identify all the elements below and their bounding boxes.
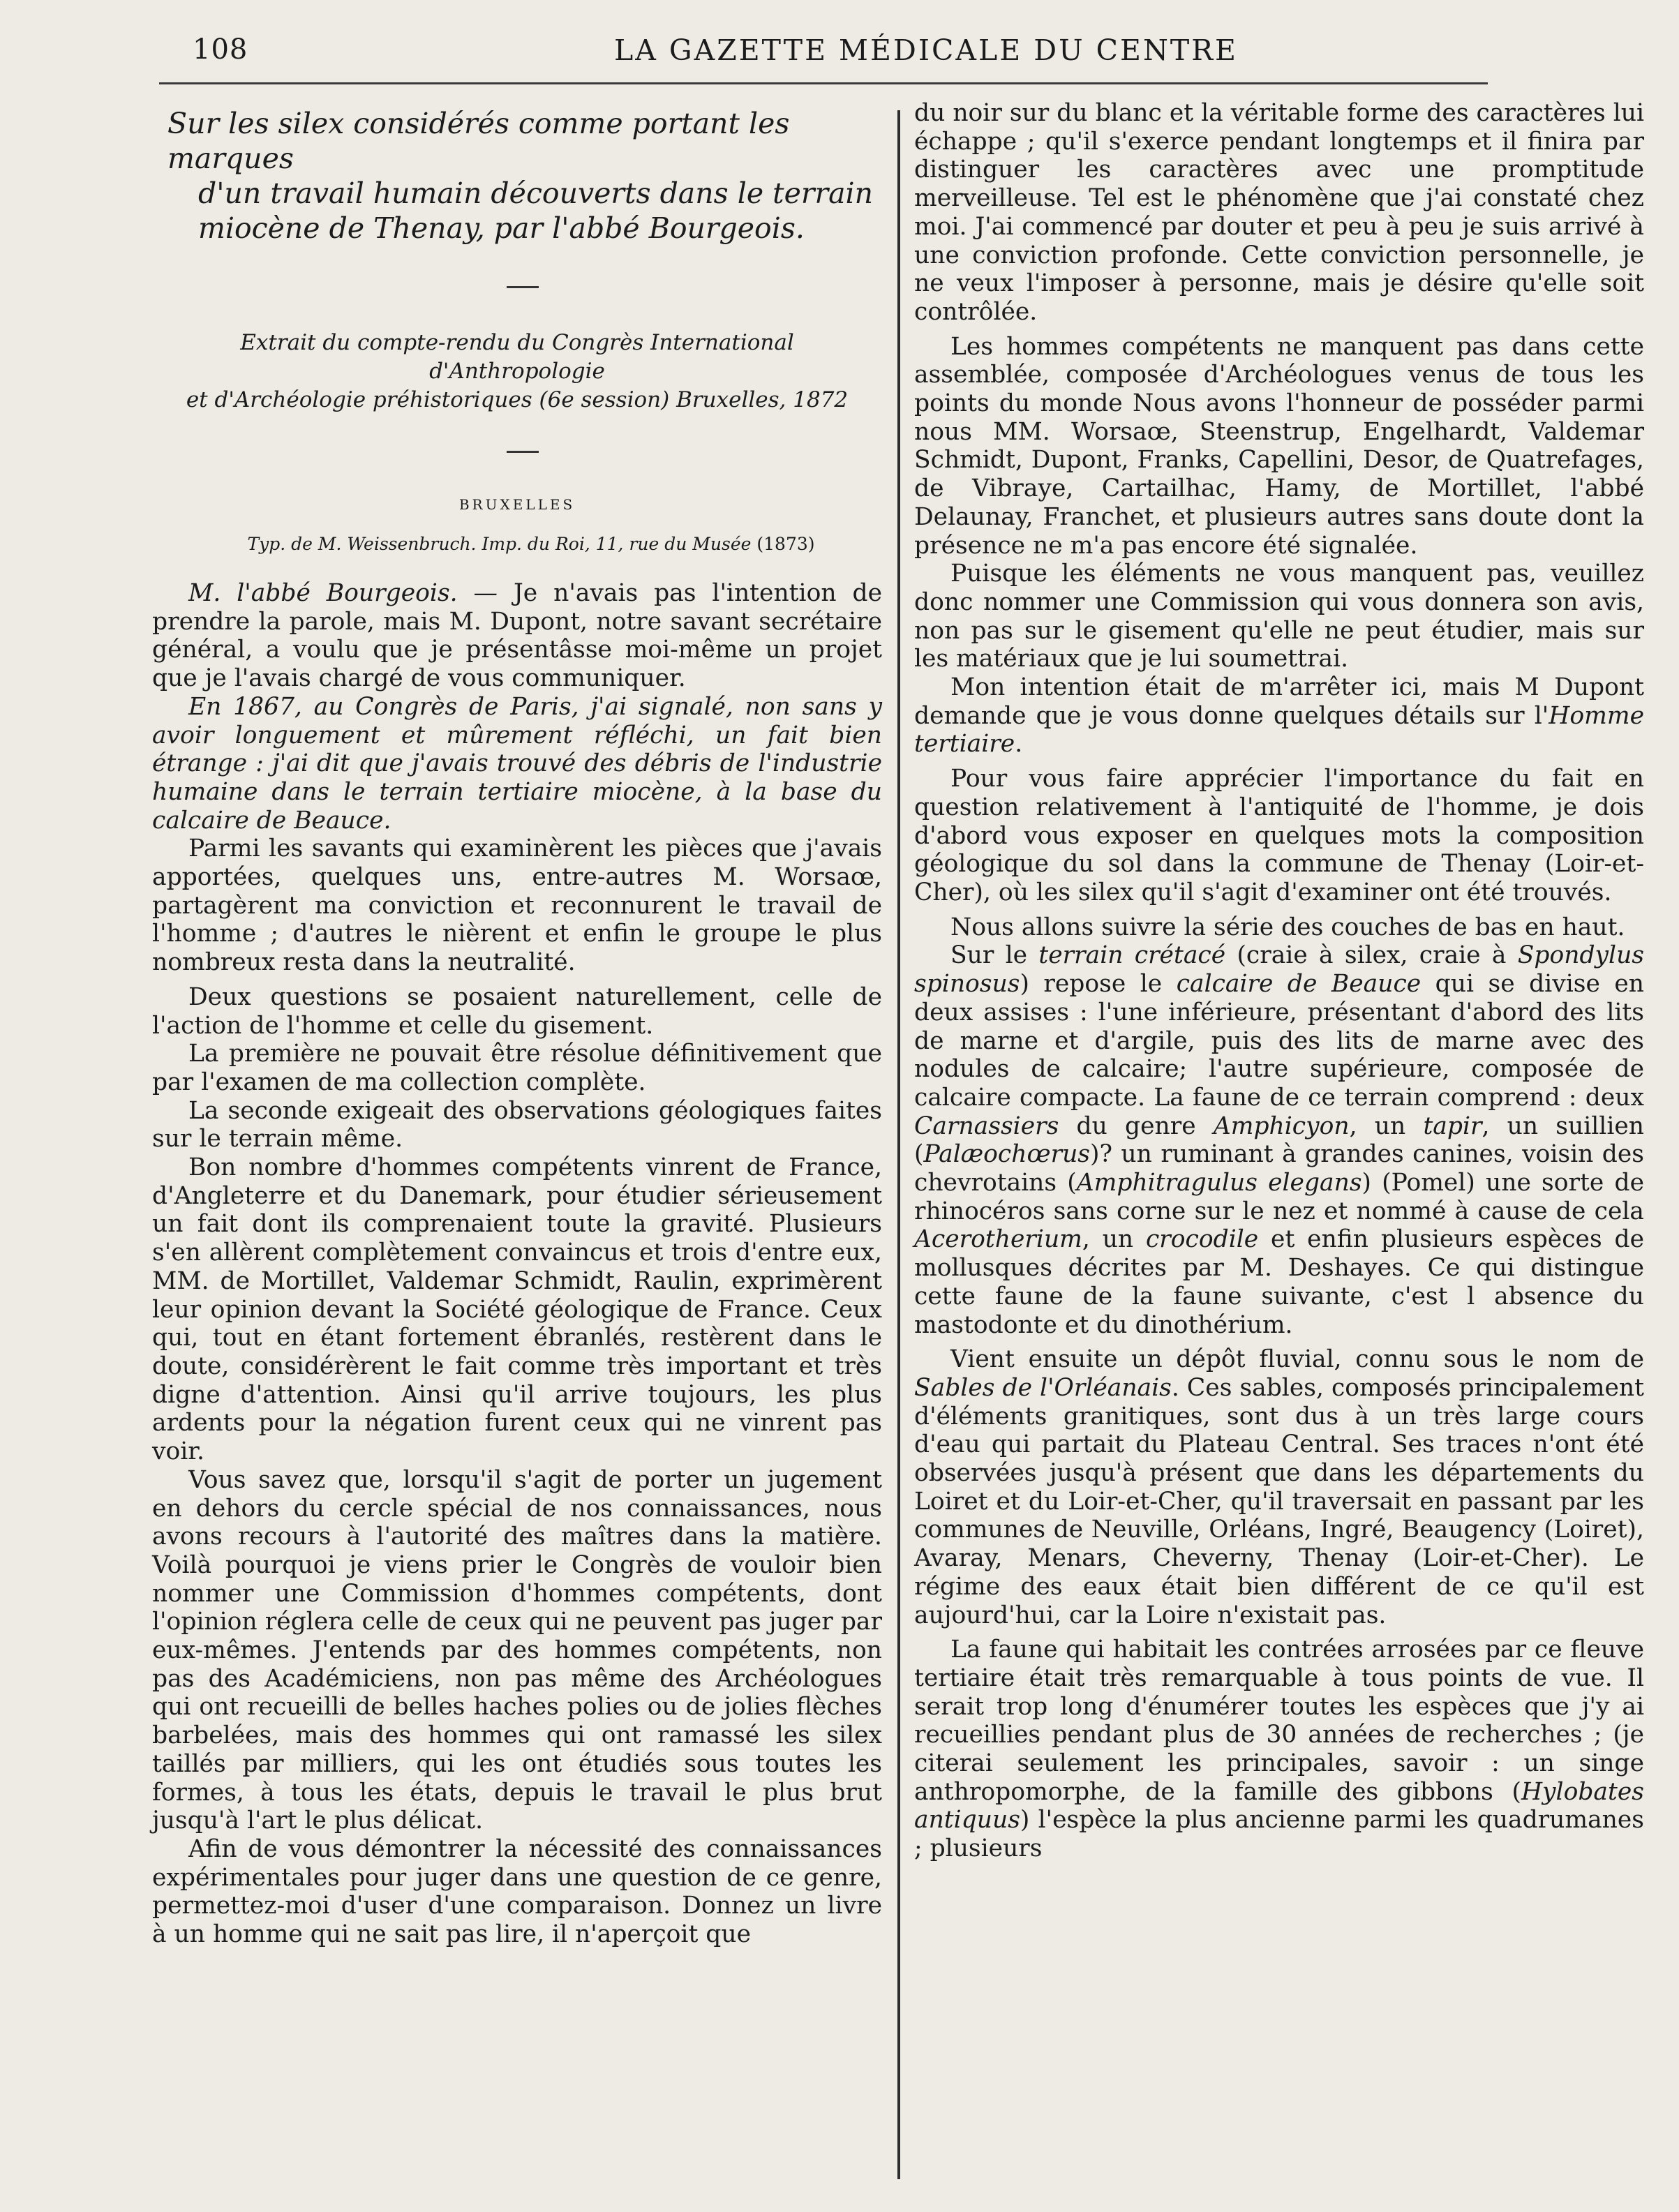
paragraph: Puisque les éléments ne vous manquent pas, veuillez donc nommer une Commission qui vous donnera son avis, non pas sur le gisement qu'elle ne peut étudier, mais sur les matériaux que je lui soumettrai.: [914, 560, 1644, 673]
paragraph: La faune qui habitait les contrées arrosées par ce fleuve tertiaire était très remarquable à tous points de vue. Il serait trop long d'énumérer toutes les espèces que j'y ai recueillies pendant plus de 30 années de recherches ; (je citerai seulement les principales, savoir : un singe anthropomorphe, de la famille des gibbons (Hylobates antiquus) l'espèce la plus ancienne parmi les quadrumanes ; plusieurs: [914, 1636, 1644, 1863]
left-column: [152, 99, 882, 1949]
paragraph: M. l'abbé Bourgeois. — Je n'avais pas l'intention de prendre la parole, mais M. Dupont, notre savant secrétaire général, a voulu que je présentâsse moi-même un projet que je l'avais chargé de vous communiquer.: [152, 579, 882, 693]
paragraph: Sur le terrain crétacé (craie à silex, craie à Spondylus spinosus) repose le calcaire de Beauce qui se divise en deux assises : l'une inférieure, présentant d'abord des lits de marne et d'argile, puis des lits de marne avec des nodules de calcaire; l'autre supérieure, composée de calcaire compacte. La faune de ce terrain comprend : deux Carnassiers du genre Amphicyon, un tapir, un suillien (Palæochœrus)? un ruminant à grandes canines, voisin des chevrotains (Amphitragulus elegans) (Pomel) une sorte de rhinocéros sans corne sur le nez et nommé à cause de cela Acerotherium, un crocodile et enfin plusieurs espèces de mollusques décrites par M. Deshayes. Ce qui distingue cette faune de la faune suivante, c'est l absence du mastodonte et du dinothérium.: [914, 941, 1644, 1339]
separator-dash: [507, 286, 539, 288]
paragraph: La première ne pouvait être résolue définitivement que par l'examen de ma collection complète.: [152, 1040, 882, 1096]
paragraph: Les hommes compétents ne manquent pas dans cette assemblée, composée d'Archéologues venus de tous les points du monde Nous avons l'honneur de posséder parmi nous MM. Worsaœ, Steenstrup, Engelhardt, Valdemar Schmidt, Dupont, Franks, Capellini, Desor, de Quatrefages, de Vibraye, Cartailhac, Hamy, de Mortillet, l'abbé Delaunay, Franchet, et plusieurs autres sans doute dont la présence ne m'a pas encore été signalée.: [914, 332, 1644, 560]
paragraph: du noir sur du blanc et la véritable forme des caractères lui échappe ; qu'il s'exerce pendant longtemps et il finira par distinguer les caractères avec une promptitude merveilleuse. Tel est le phénomène que j'ai constaté chez moi. J'ai commencé par douter et peu à peu je suis arrivé à une conviction profonde. Cette conviction personnelle, je ne veux l'imposer à personne, mais je désire qu'elle soit contrôlée.: [914, 99, 1644, 326]
paragraph: Nous allons suivre la série des couches de bas en haut.: [950, 913, 1625, 941]
paragraph: Deux questions se posaient naturellement, celle de l'action de l'homme et celle du gisement.: [152, 982, 882, 1040]
extract-note: [152, 329, 882, 414]
printer-year: (1873): [756, 534, 815, 554]
paragraph: Mon intention était de m'arrêter ici, mais M Dupont demande que je vous donne quelques détails sur l'Homme tertiaire.: [914, 673, 1644, 758]
header-rule: [159, 82, 1488, 84]
journal-title: LA GAZETTE MÉDICALE DU CENTRE: [614, 33, 1238, 67]
paragraph: La seconde exigeait des observations géologiques faites sur le terrain même.: [152, 1096, 882, 1153]
extract-line: Extrait du compte-rendu du Congrès International d'Anthropologie: [240, 330, 794, 384]
printer-name: Typ. de M. Weissenbruch. Imp. du Roi, 11, rue du Musée: [247, 534, 752, 554]
paragraph: Afin de vous démontrer la nécessité des connaissances expérimentales pour juger dans une question de ce genre, permettez-moi d'user d'une comparaison. Donnez un livre à un homme qui ne sait pas lire, il n'aperçoit que: [152, 1834, 882, 1949]
separator-dash: [507, 451, 539, 453]
paragraph: Vient ensuite un dépôt fluvial, connu sous le nom de Sables de l'Orléanais. Ces sables, composés principalement d'éléments granitiques, sont dus à un très large cours d'eau qui partait du Plateau Central. Ses traces n'ont été observées jusqu'à présent que dans les départements du Loiret et du Loir-et-Cher, qu'il traversait en passant par les communes de Neuville, Orléans, Ingré, Beaugency (Loiret), Avaray, Menars, Cheverny, Thenay (Loir-et-Cher). Le régime des eaux était bien différent de ce qu'il est aujourd'hui, car la Loire n'existait pas.: [914, 1345, 1645, 1629]
article-title-line: d'un travail humain découverts dans le terrain: [198, 177, 874, 210]
article-title: [152, 106, 882, 246]
paragraph: Parmi les savants qui examinèrent les pièces que j'avais apportées, quelques uns, entre-autres M. Worsaœ, partagèrent ma conviction et reconnurent le travail de l'homme ; d'autres le nièrent et enfin le groupe le plus nombreux resta dans la neutralité.: [152, 835, 882, 977]
page-header: [0, 27, 1679, 75]
paragraph: En 1867, au Congrès de Paris, j'ai signalé, non sans y avoir longuement et mûrement réfléchi, un fait bien étrange : j'ai dit que j'avais trouvé des débris de l'industrie humaine dans le terrain tertiaire miocène, à la base du calcaire de Beauce.: [152, 692, 882, 835]
article-title-line: miocène de Thenay, par l'abbé Bourgeois.: [198, 211, 805, 245]
imprint-city: BRUXELLES: [458, 496, 576, 513]
right-column: [914, 99, 1644, 1863]
paragraph: Bon nombre d'hommes compétents vinrent de France, d'Angleterre et du Danemark, pour étudier sérieusement un fait dont ils comprenaient toute la gravité. Plusieurs s'en allèrent complètement convaincus et trois d'entre eux, MM. de Mortillet, Valdemar Schmidt, Raulin, exprimèrent leur opinion devant la Société géologique de France. Ceux qui, tout en étant fortement ébranlés, restèrent dans le doute, considérèrent le fait comme très important et très digne d'attention. Ainsi qu'il arrive toujours, les plus ardents pour la négation furent ceux qui ne vinrent pas voir.: [152, 1153, 882, 1466]
article-title-line: Sur les silex considérés comme portant les marques: [167, 107, 790, 175]
paragraph: Vous savez que, lorsqu'il s'agit de porter un jugement en dehors du cercle spécial de nos connaissances, nous avons recours à l'autorité des maîtres dans la matière. Voilà pourquoi je viens prier le Congrès de vouloir bien nommer une Commission d'hommes compétents, dont l'opinion réglera celle de ceux qui ne peuvent pas juger par eux-mêmes. J'entends par des hommes compétents, non pas des Académiciens, non pas même des Archéologues qui ont recueilli de belles haches polies ou de jolies flèches barbelées, mais des hommes qui ont ramassé les silex taillés par milliers, qui les ont étudiés sous toutes les formes, à tous les états, depuis le travail le plus brut jusqu'à l'art le plus délicat.: [152, 1465, 882, 1835]
page-number: 108: [193, 33, 248, 66]
paragraph: Pour vous faire apprécier l'importance du fait en question relativement à l'antiquité de l'homme, je dois d'abord vous exposer en quelques mots la composition géologique du sol dans la commune de Thenay (Loir-et-Cher), où les silex qu'il s'agit d'examiner ont été trouvés.: [914, 765, 1644, 906]
imprint-printer: [152, 534, 882, 554]
speaker-name: M. l'abbé Bourgeois.: [188, 579, 458, 607]
extract-line: et d'Archéologie préhistoriques (6e session) Bruxelles, 1872: [186, 387, 849, 412]
left-body-text: [152, 579, 882, 1949]
column-divider: [897, 110, 900, 2179]
